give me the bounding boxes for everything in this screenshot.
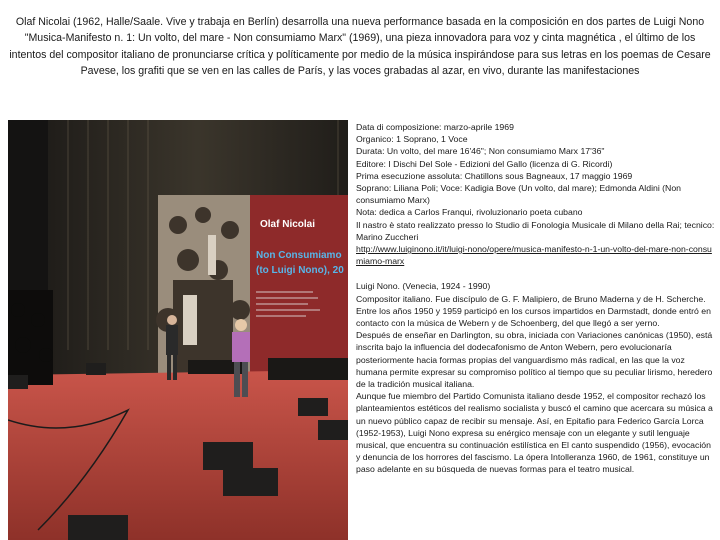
info-line: Organico: 1 Soprano, 1 Voce — [356, 134, 468, 145]
info-line: Soprano: Liliana Poli; Voce: Kadigia Bove (Un volto, dal mare); Edmonda Aldini (Non consumiamo Marx) — [356, 183, 681, 206]
screen-title: Olaf Nicolai — [260, 219, 316, 230]
bio-paragraph: Aunque fue miembro del Partido Comunista italiano desde 1952, el compositor rechazó los planteamientos estéticos del realismo socialista y buscó el camino que acercara su música a un nuevo público capaz de recibir su mensaje. Así, en Epitafio para Federico García Lorca (1952-1953), Luigi Nono expresa su enérgico mensaje con un elegante y sutil lenguaje musical, que encuentra su continuación estilística en El canto suspendido (1956), evocación y denuncia de los horrores del fascismo. La ópera Intolleranza 1960, de 1961, constituye un paso adelante en su búsqueda de nuevas formas para el teatro musical. — [356, 391, 713, 475]
intro-text: Olaf Nicolai (1962, Halle/Saale. Vive y trabaja en Berlín) desarrolla una nueva performance basada en la composición en dos partes de Luigi Nono "Musica-Manifesto n. 1: Un volto, del mare - Non consumiamo Marx" (1969), una pieza innovadora para voz y cinta magnética , el último de los intentos del compositor italiano de pronunciarse crítica y políticamente por medio de la música inspirándose para sus letras en los poemas de Cesare Pavese, los grafiti que se ven en las calles de París, y las voces grabadas al azar, en vivo, durante las manifestaciones — [9, 16, 711, 77]
info-line: Prima esecuzione assoluta: Chatillons sous Bagneaux, 17 maggio 1969 — [356, 170, 633, 181]
bio-paragraph: Compositor italiano. Fue discípulo de G. F. Malipiero, de Bruno Maderna y de H. Scherche. Entre los años 1950 y 1959 participó en los cursos impartidos en Darmstadt, donde entró en contacto con la música de Webern y de Schoenberg, del que llegó a ser yerno. — [356, 293, 711, 329]
work-link[interactable]: http://www.luiginono.it/it/luigi-nono/opere/musica-manifesto-n-1-un-volto-del-mare-non-consumiamo-marx — [356, 244, 712, 267]
bio-heading — [356, 280, 716, 292]
intro-heading — [8, 14, 712, 79]
projection-screen — [156, 195, 348, 375]
audience — [8, 290, 53, 385]
bio-name: Luigi Nono — [356, 281, 398, 292]
text-column — [356, 121, 716, 476]
bio-dates: . (Venecia, 1924 - 1990) — [397, 281, 491, 292]
work-info — [356, 121, 716, 267]
screen-subtitle-1: Non Consumiamo — [256, 250, 342, 261]
bio-paragraph: Después de enseñar en Darlington, su obra, iniciada con Variaciones canónicas (1950), está inscrita bajo la influencia del dodecafonismo de Anton Webern, pero evolucionaría posteriormente hacia formas propias del vanguardismo más radical, en las que la voz humana permite expresar su compromiso político al tiempo que su peculiar lirismo, heredero de la tradición musical italiana. — [356, 330, 713, 390]
biography — [356, 280, 716, 475]
info-line: Data di composizione: marzo-aprile 1969 — [356, 122, 514, 132]
screen-subtitle-2: (to Luigi Nono), 20 — [256, 265, 344, 276]
performance-photo — [8, 120, 348, 540]
info-line: Editore: I Dischi Del Sole - Edizioni del Gallo (licenza di G. Ricordi) — [356, 158, 613, 169]
info-line: Nota: dedica a Carlos Franqui, rivoluzionario poeta cubano — [356, 207, 583, 218]
info-line: Il nastro è stato realizzato presso lo Studio di Fonologia Musicale di Milano della Rai; tecnico: Marino Zuccheri — [356, 219, 715, 242]
stage-floor — [8, 370, 348, 540]
performance-scene — [8, 120, 348, 540]
info-line: Durata: Un volto, del mare 16'46"; Non consumiamo Marx 17'36" — [356, 146, 605, 157]
